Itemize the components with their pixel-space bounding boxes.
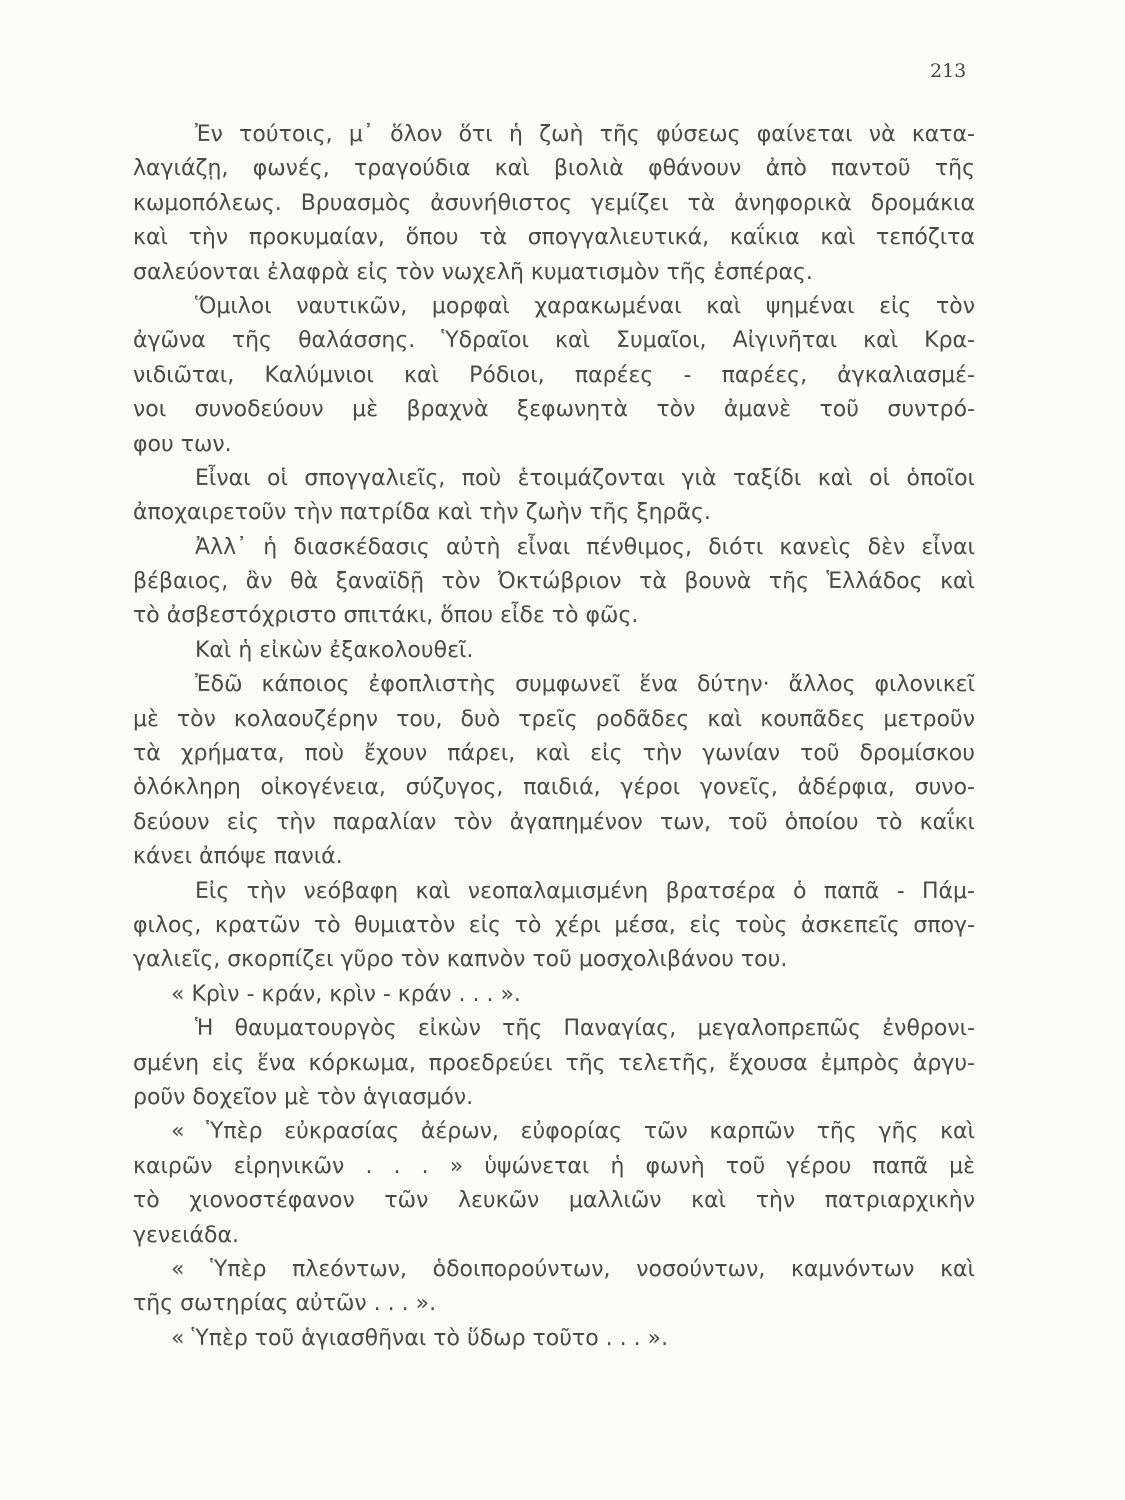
text-line: « Κρὶν - κράν, κρὶν - κράν . . . ». [171, 981, 521, 1007]
text-line: Ἀλλ᾽ ἡ διασκέδασις αὐτὴ εἶναι πένθιμος, διότι κανεὶς δὲν εἶναι [195, 534, 975, 560]
paragraph [133, 118, 975, 290]
text-line: Ἐν τούτοις, μ᾽ ὅλον ὅτι ἡ ζωὴ τῆς φύσεως φαίνεται νὰ κατα- [195, 122, 975, 147]
body-text [133, 118, 975, 1356]
text-line: βέβαιος, ἂν θὰ ξαναϊδῇ τὸν Ὀκτώβριον τὰ βουνὰ τῆς Ἑλλάδος καὶ [133, 569, 975, 595]
text-line: Εἶναι οἱ σπογγαλιεῖς, ποὺ ἑτοιμάζονται γιὰ ταξίδι καὶ οἱ ὁποῖοι [195, 465, 975, 491]
text-line: ροῦν δοχεῖον μὲ τὸν ἁγιασμόν. [133, 1084, 474, 1110]
text-line: κάνει ἀπόψε πανιά. [133, 844, 343, 870]
text-line: δεύουν εἰς τὴν παραλίαν τὸν ἀγαπημένον των, τοῦ ὁποίου τὸ καΐκι [133, 809, 975, 835]
text-line: καιρῶν εἰρηνικῶν . . . » ὑψώνεται ἡ φωνὴ τοῦ γέρου παπᾶ μὲ [133, 1153, 975, 1179]
text-line: « Ὑπὲρ τοῦ ἁγιασθῆναι τὸ ὕδωρ τοῦτο . . . ». [171, 1325, 669, 1351]
paragraph [133, 290, 975, 462]
text-line: ἀποχαιρετοῦν τὴν πατρίδα καὶ τὴν ζωὴν τῆς ξηρᾶς. [133, 500, 711, 526]
text-line: κωμοπόλεως. Βρυασμὸς ἀσυνήθιστος γεμίζει τὰ ἀνηφορικὰ δρομάκια [133, 190, 975, 216]
text-line: « Ὑπὲρ εὐκρασίας ἀέρων, εὐφορίας τῶν καρπῶν τῆς γῆς καὶ [171, 1119, 975, 1145]
text-line: τῆς σωτηρίας αὐτῶν . . . ». [133, 1291, 437, 1317]
text-line: γαλιεῖς, σκορπίζει γῦρο τὸν καπνὸν τοῦ μοσχολιβάνου του. [133, 947, 788, 973]
page-number: 213 [930, 60, 967, 82]
text-line: τὰ χρήματα, ποὺ ἔχουν πάρει, καὶ εἰς τὴν γωνίαν τοῦ δρομίσκου [133, 741, 975, 767]
paragraph [133, 531, 975, 634]
text-line: σμένη εἰς ἕνα κόρκωμα, προεδρεύει τῆς τελετῆς, ἔχουσα ἐμπρὸς ἀργυ- [133, 1050, 975, 1076]
paragraph [133, 668, 975, 874]
paragraph [133, 634, 975, 668]
text-line: σαλεύονται ἐλαφρὰ εἰς τὸν νωχελῆ κυματισμὸν τῆς ἑσπέρας. [133, 259, 813, 285]
text-line: Εἰς τὴν νεόβαφη καὶ νεοπαλαμισμένη βρατσέρα ὁ παπᾶ - Πάμ- [195, 878, 975, 904]
paragraph [133, 1253, 975, 1322]
text-line: Ἡ θαυματουργὸς εἰκὼν τῆς Παναγίας, μεγαλοπρεπῶς ἐνθρονι- [195, 1016, 975, 1042]
text-line: φου των. [133, 431, 232, 457]
paragraph [133, 1115, 975, 1253]
text-line: Ὅμιλοι ναυτικῶν, μορφαὶ χαρακωμέναι καὶ ψημέναι εἰς τὸν [195, 293, 975, 319]
text-line: ὁλόκληρη οἰκογένεια, σύζυγος, παιδιά, γέροι γονεῖς, ἀδέρφια, συνο- [133, 775, 975, 801]
text-line: Ἐδῶ κάποιος ἐφοπλιστὴς συμφωνεῖ ἕνα δύτην· ἄλλος φιλονικεῖ [195, 672, 975, 698]
text-line: καὶ τὴν προκυμαίαν, ὅπου τὰ σπογγαλιευτικά, καΐκια καὶ τεπόζιτα [133, 225, 975, 251]
paragraph [133, 875, 975, 978]
paragraph [133, 462, 975, 531]
text-line: μὲ τὸν κολαουζέρην του, δυὸ τρεῖς ροδᾶδες καὶ κουπᾶδες μετροῦν [133, 706, 975, 732]
text-line: τὸ ἀσβεστόχριστο σπιτάκι, ὅπου εἶδε τὸ φῶς. [133, 603, 639, 629]
text-line: νοι συνοδεύουν μὲ βραχνὰ ξεφωνητὰ τὸν ἀμανὲ τοῦ συντρό- [133, 397, 975, 423]
paragraph [133, 978, 975, 1012]
paragraph [133, 1012, 975, 1115]
text-line: λαγιάζῃ, φωνές, τραγούδια καὶ βιολιὰ φθάνουν ἀπὸ παντοῦ τῆς [133, 156, 975, 182]
text-line: φιλος, κρατῶν τὸ θυμιατὸν εἰς τὸ χέρι μέσα, εἰς τοὺς ἀσκεπεῖς σπογ- [133, 912, 975, 938]
text-line: γενειάδα. [133, 1222, 239, 1248]
text-line: « Ὑπὲρ πλεόντων, ὁδοιπορούντων, νοσούντων, καμνόντων καὶ [171, 1256, 975, 1282]
text-line: Καὶ ἡ εἰκὼν ἐξακολουθεῖ. [195, 637, 474, 663]
text-line: νιδιῶται, Καλύμνιοι καὶ Ρόδιοι, παρέες - παρέες, ἀγκαλιασμέ- [133, 362, 975, 388]
text-line: ἀγῶνα τῆς θαλάσσης. Ὑδραῖοι καὶ Συμαῖοι, Αἰγινῆται καὶ Κρα- [133, 328, 975, 354]
paragraph [133, 1322, 975, 1356]
text-line: τὸ χιονοστέφανον τῶν λευκῶν μαλλιῶν καὶ τὴν πατριαρχικὴν [133, 1188, 975, 1214]
